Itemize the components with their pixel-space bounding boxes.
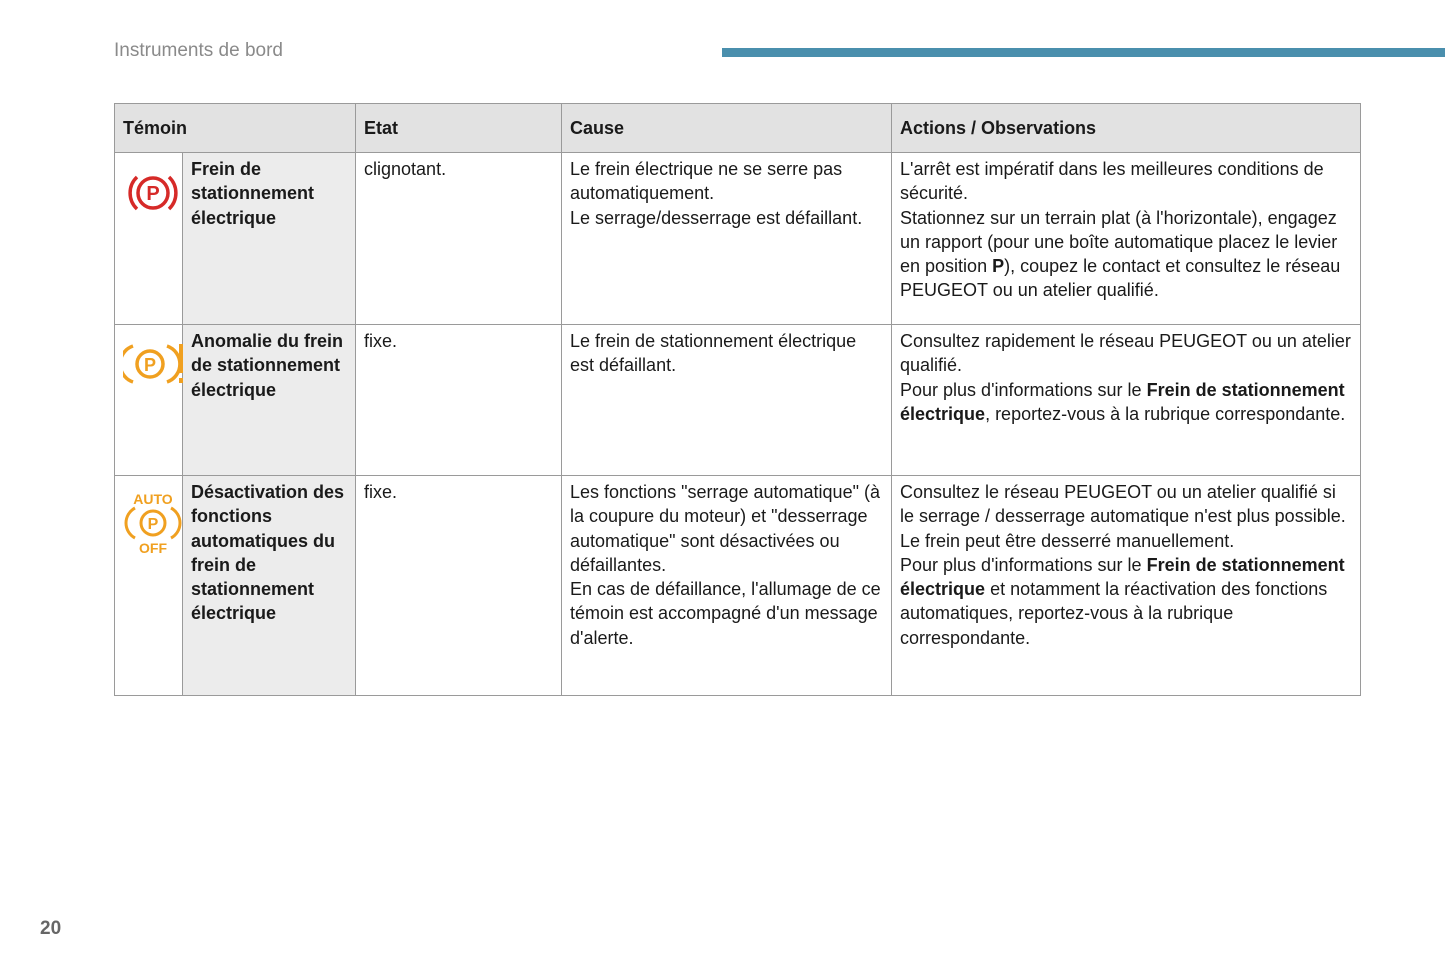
lamp-label: Anomalie du frein de stationnement électrique [183,325,356,476]
actions-cell [892,153,1361,325]
lamp-label: Désactivation des fonctions automatiques du frein de stationnement électrique [183,476,356,696]
actions-text: , reportez-vous à la rubrique correspondante. [985,403,1346,424]
actions-bold-text: P [992,256,1005,277]
table-row [115,153,1361,325]
icon-cell [115,476,183,696]
column-header-cause: Cause [562,104,892,153]
table-header-row [115,104,1361,153]
state-cell: fixe. [356,325,562,476]
actions-text: L'arrêt est impératif dans les meilleures conditions de sécurité. Stationnez sur un terrain plat (à l'horizontale), engagez un rapport (pour une boîte automatique placez le levier en position [900,159,1338,277]
icon-cell [115,153,183,325]
page-number: 20 [40,918,62,939]
warning-lamps-table [114,103,1361,696]
svg-text:P: P [143,355,157,375]
parking-brake-fault-icon [123,339,189,389]
column-header-actions: Actions / Observations [892,104,1361,153]
lamp-label: Frein de stationnement électrique [183,153,356,325]
icon-cell [115,325,183,476]
table-row [115,476,1361,696]
column-header-etat: Etat [356,104,562,153]
cause-cell [562,325,892,476]
parking-brake-red-icon [123,163,183,223]
cause-cell [562,476,892,696]
actions-cell [892,476,1361,696]
cause-cell [562,153,892,325]
cause-text: Le frein de stationnement électrique est défaillant. [570,331,857,376]
auto-text: AUTO [133,491,173,507]
state-cell: clignotant. [356,153,562,325]
actions-text: Consultez rapidement le réseau PEUGEOT ou un atelier qualifié. Pour plus d'informations sur le [900,331,1351,400]
actions-bold-text: Frein de stationnement électrique [900,379,1345,424]
actions-text: Consultez le réseau PEUGEOT ou un atelier qualifié si le serrage / desserrage automatique n'est plus possible. Le frein peut être desserré manuellement. Pour plus d'informations sur le [900,482,1346,575]
actions-cell [892,325,1361,476]
actions-text: et notamment la réactivation des fonctions automatiques, reportez-vous à la rubrique correspondante. [900,579,1328,648]
actions-bold-text: Frein de stationnement électrique [900,554,1345,600]
state-cell: fixe. [356,476,562,696]
actions-text: ), coupez le contact et consultez le réseau PEUGEOT ou un atelier qualifié. [900,256,1341,301]
parking-brake-auto-off-icon [123,490,183,556]
table-row [115,325,1361,476]
section-title: Instruments de bord [114,40,283,61]
cause-text: Le frein électrique ne se serre pas automatiquement. Le serrage/desserrage est défaillant. [570,159,863,228]
svg-text:P: P [146,183,160,205]
cause-text: Les fonctions "serrage automatique" (à la coupure du moteur) et "desserrage automatique" sont désactivées ou défaillantes. En cas de défaillance, l'allumage de ce témoin est accompagné d'un message d'alerte. [570,482,881,648]
svg-text:P: P [147,516,159,533]
column-header-temoin: Témoin [115,104,356,153]
header-accent-bar [722,48,1445,57]
off-text: OFF [139,540,167,556]
